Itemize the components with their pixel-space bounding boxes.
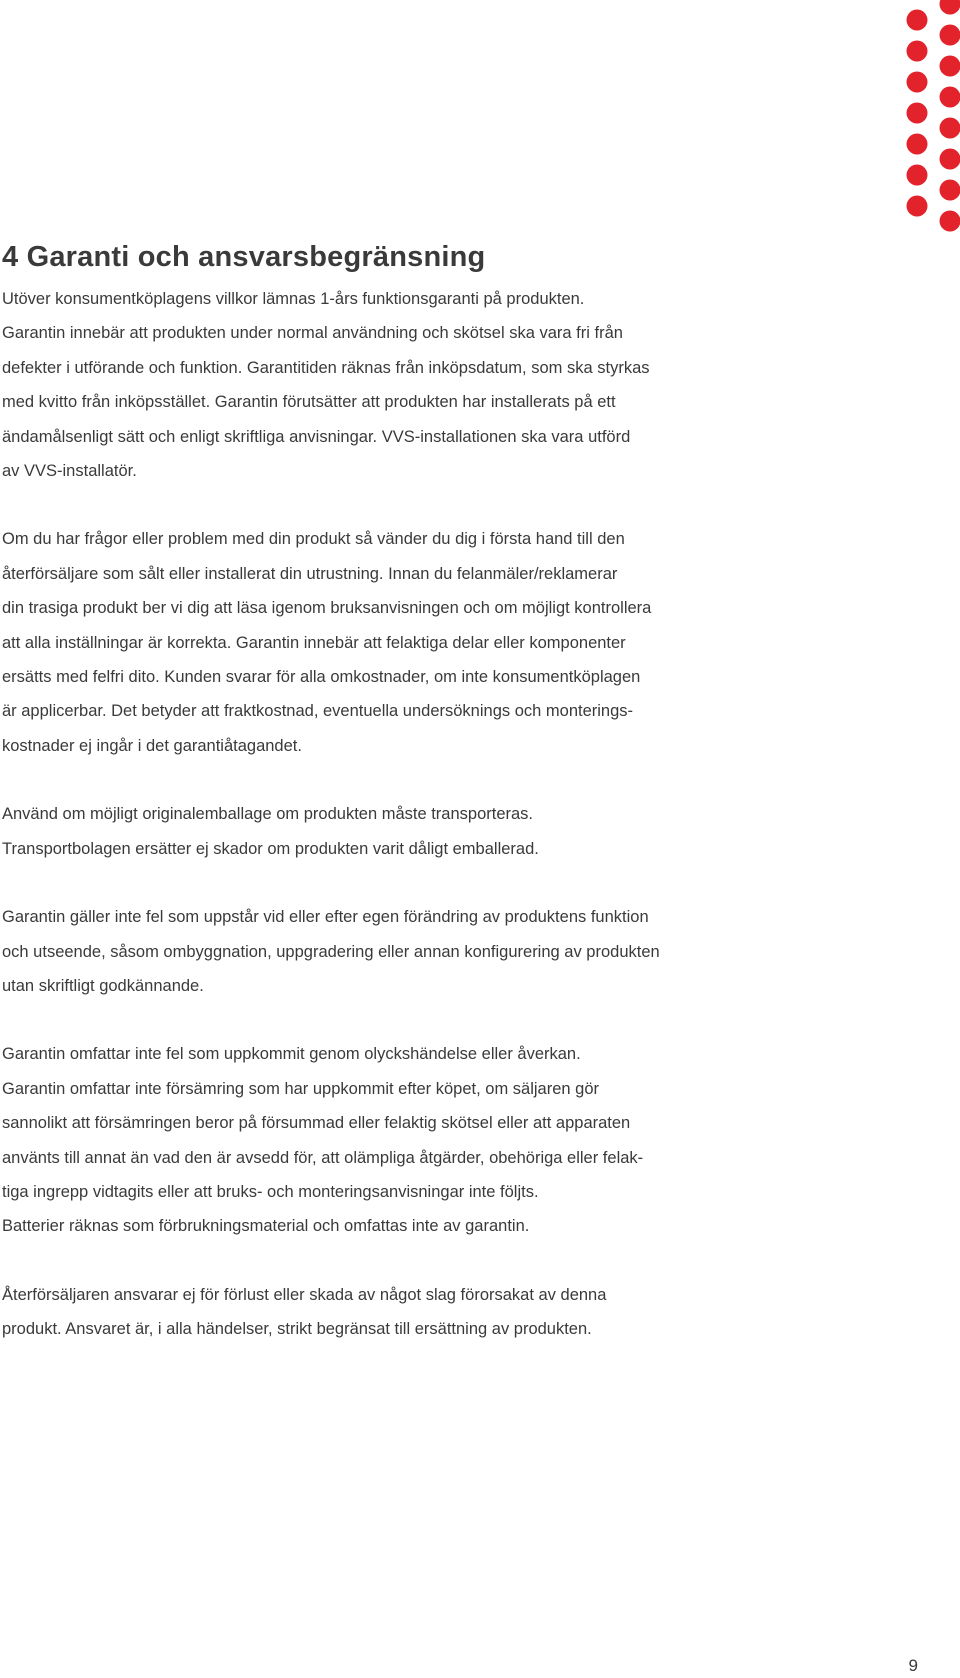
text-line: Återförsäljaren ansvarar ej för förlust eller skada av något slag förorsakat av denna [2,1285,607,1304]
decorative-dot [907,41,928,62]
dot-grid [907,0,960,232]
paragraph-liability [2,1278,742,1347]
text-line: ersätts med felfri dito. Kunden svarar för alla omkostnader, om inte konsumentköplagen [2,668,641,687]
decorative-dot [940,56,960,77]
warranty-section [2,238,742,1381]
decorative-dot [907,196,928,217]
text-line: Garantin gäller inte fel som uppstår vid eller efter egen förändring av produktens funktion [2,908,649,927]
decorative-dot [940,149,960,170]
paragraph-warranty-terms [2,282,742,488]
decorative-dot [907,72,928,93]
text-line: tiga ingrepp vidtagits eller att bruks- och monteringsanvisningar inte följts. [2,1182,539,1201]
decorative-dot [907,103,928,124]
paragraph-modifications [2,900,742,1003]
text-line: din trasiga produkt ber vi dig att läsa igenom bruksanvisningen och om möjligt kontrollera [2,599,652,618]
decorative-dot [907,165,928,186]
text-line: av VVS-installatör. [2,462,137,481]
text-line: utan skriftligt godkännande. [2,976,204,995]
text-line: Använd om möjligt originalemballage om produkten måste transporteras. [2,805,534,824]
decorative-dot [907,134,928,155]
text-line: Transportbolagen ersätter ej skador om produkten varit dåligt emballerad. [2,839,539,858]
text-line: Garantin omfattar inte försämring som har uppkommit efter köpet, om säljaren gör [2,1079,600,1098]
text-line: Garantin omfattar inte fel som uppkommit genom olyckshändelse eller åverkan. [2,1045,581,1064]
text-line: defekter i utförande och funktion. Garantitiden räknas från inköpsdatum, som ska styrkas [2,358,650,377]
text-line: sannolikt att försämringen beror på försummad eller felaktig skötsel eller att apparaten [2,1114,631,1133]
text-line: Batterier räknas som förbrukningsmaterial och omfattas inte av garantin. [2,1217,530,1236]
text-line: produkt. Ansvaret är, i alla händelser, strikt begränsat till ersättning av produkten. [2,1320,592,1339]
decorative-dot [940,25,960,46]
decorative-dot-pattern [0,0,960,260]
decorative-dot [940,87,960,108]
text-line: Garantin innebär att produkten under normal användning och skötsel ska vara fri från [2,324,623,343]
text-line: och utseende, såsom ombyggnation, uppgradering eller annan konfigurering av produkten [2,942,660,961]
paragraph-transport [2,797,742,866]
paragraph-exclusions [2,1037,742,1243]
text-line: Om du har frågor eller problem med din produkt så vänder du dig i första hand till den [2,530,625,549]
text-line: ändamålsenligt sätt och enligt skriftliga anvisningar. VVS-installationen ska vara utförd [2,427,631,446]
decorative-dot [940,118,960,139]
decorative-dot [940,0,960,15]
text-line: med kvitto från inköpsstället. Garantin förutsätter att produkten har installerats på ett [2,393,616,412]
paragraph-contact-retailer [2,522,742,763]
decorative-dot [907,10,928,31]
text-line: Utöver konsumentköplagens villkor lämnas 1-års funktionsgaranti på produkten. [2,290,585,308]
text-line: använts till annat än vad den är avsedd för, att olämpliga åtgärder, obehöriga eller felak- [2,1148,644,1167]
page-number: 9 [908,1656,918,1675]
text-line: återförsäljare som sålt eller installerat din utrustning. Innan du felanmäler/reklamerar [2,564,618,583]
text-line: kostnader ej ingår i det garantiåtagandet. [2,736,302,755]
text-line: är applicerbar. Det betyder att fraktkostnad, eventuella undersöknings och monterings- [2,702,634,721]
text-line: att alla inställningar är korrekta. Garantin innebär att felaktiga delar eller komponenter [2,633,626,652]
decorative-dot [940,211,960,232]
section-heading: 4 Garanti och ansvarsbegränsning [2,241,486,273]
decorative-dot [940,180,960,201]
